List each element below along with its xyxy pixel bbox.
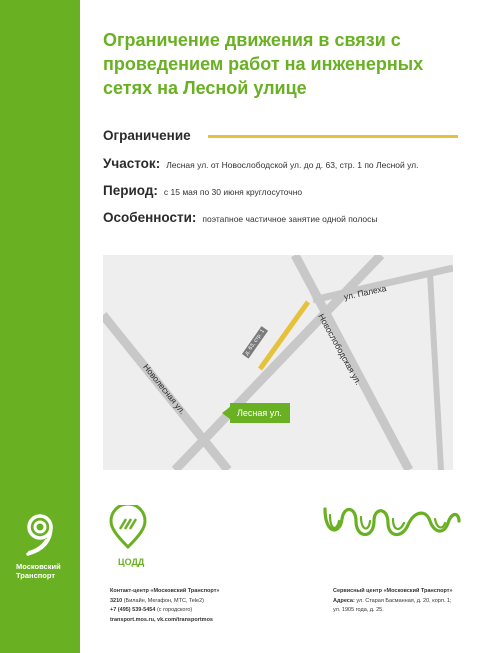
- codd-icon: [108, 505, 148, 549]
- road-side-street: [430, 273, 441, 470]
- brand-sidebar: [0, 0, 80, 653]
- brand-name-line2: Транспорт: [16, 571, 56, 580]
- street-label-palekha: ул. Палеха: [343, 283, 388, 302]
- decorative-wave-pattern: [322, 505, 462, 545]
- contact-phone[interactable]: +7 (495) 539-5454: [110, 607, 156, 613]
- period-label: Период:: [103, 183, 158, 198]
- title-line-2: проведением работ на инженерных: [103, 54, 424, 74]
- moscow-transport-icon: [18, 510, 62, 556]
- contact-links[interactable]: transport.mos.ru, vk.com/transportmos: [110, 616, 213, 623]
- service-address-1: ул. Старая Басманная, д. 20, корп. 1;: [356, 597, 452, 604]
- title-line-1: Ограничение движения в связи с: [103, 30, 401, 50]
- service-address-2: ул. 1905 года, д. 25.: [333, 607, 384, 613]
- section-value: Лесная ул. от Новослободской ул. до д. 63, стр. 1 по Лесной ул.: [166, 160, 419, 170]
- street-map: [103, 255, 453, 470]
- service-title: Сервисный центр «Московский Транспорт»: [333, 588, 453, 594]
- features-value: поэтапное частичное занятие одной полосы: [202, 214, 378, 224]
- contact-center-block: [110, 587, 219, 625]
- moscow-transport-logo: [10, 510, 70, 580]
- section-heading: Ограничение: [103, 128, 191, 143]
- brand-name-line1: Московский: [16, 562, 61, 571]
- contact-title: Контакт-центр «Московский Транспорт»: [110, 588, 220, 594]
- street-callout-lesnaya: Лесная ул.: [230, 403, 290, 423]
- contact-phone-note: (с городского): [156, 607, 193, 613]
- contact-short-note: (Билайн, Мегафон, МТС, Tele2): [123, 597, 205, 604]
- info-row-period: [103, 183, 302, 198]
- page-title: [103, 28, 463, 100]
- service-center-block: [333, 587, 453, 616]
- title-line-3: сетях на Лесной улице: [103, 78, 307, 98]
- info-row-section: [103, 156, 419, 171]
- street-label-novolesnaya: Новолесная ул.: [141, 362, 188, 417]
- contact-short-number[interactable]: 3210: [110, 597, 123, 604]
- service-address-label: Адреса:: [333, 597, 355, 604]
- house-number-tag: д. 63, стр. 1: [242, 326, 268, 358]
- section-label: Участок:: [103, 156, 161, 171]
- codd-logo: [108, 505, 168, 567]
- features-label: Особенности:: [103, 210, 197, 225]
- section-divider: [208, 135, 458, 138]
- street-label-novoslobodskaya: Новослободская ул.: [316, 312, 364, 387]
- codd-label: ЦОДД: [118, 557, 145, 567]
- callout-pointer: [222, 407, 230, 419]
- info-row-features: [103, 210, 377, 225]
- map-roads: [103, 255, 453, 470]
- period-value: с 15 мая по 30 июня круглосуточно: [163, 187, 303, 197]
